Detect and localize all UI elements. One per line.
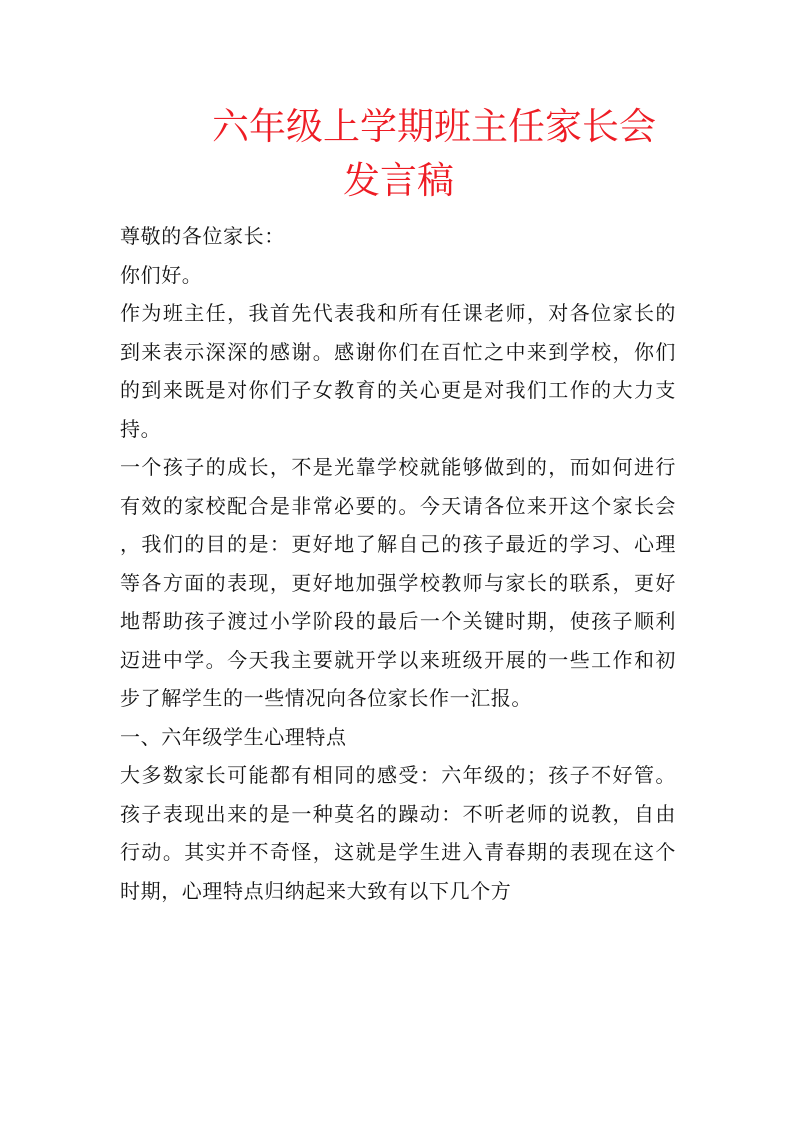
salutation: 尊敬的各位家长： <box>120 224 285 248</box>
title-line-1: 六年级上学期班主任家长会 <box>212 105 656 148</box>
document-body <box>120 217 676 910</box>
title-line-2: 发言稿 <box>343 159 454 202</box>
paragraph-purpose: 一个孩子的成长，不是光靠学校就能够做到的，而如何进行有效的家校配合是非常必要的。今天请各位来开这个家长会，我们的目的是：更好地了解自己的孩子最近的学习、心理等各方面的表现，更好地加强学校教师与家长的联系，更好地帮助孩子渡过小学阶段的最后一个关键时期，使孩子顺利迈进中学。今天我主要就开学以来班级开展的一些工作和初步了解学生的一些情况向各位家长作一汇报。 <box>120 455 676 710</box>
paragraph-thanks: 作为班主任，我首先代表我和所有任课老师，对各位家长的到来表示深深的感谢。感谢你们在百忙之中来到学校，你们的到来既是对你们子女教育的关心更是对我们工作的大力支持。 <box>120 301 676 441</box>
document-title <box>120 100 770 208</box>
paragraph-characteristics: 大多数家长可能都有相同的感受：六年级的；孩子不好管。孩子表现出来的是一种莫名的躁动：不听老师的说教，自由行动。其实并不奇怪，这就是学生进入青春期的表现在这个时期，心理特点归纳起来大致有以下几个方 <box>120 763 676 903</box>
greeting: 你们好。 <box>120 262 203 287</box>
section-heading-1: 一、六年级学生心理特点 <box>120 724 347 749</box>
